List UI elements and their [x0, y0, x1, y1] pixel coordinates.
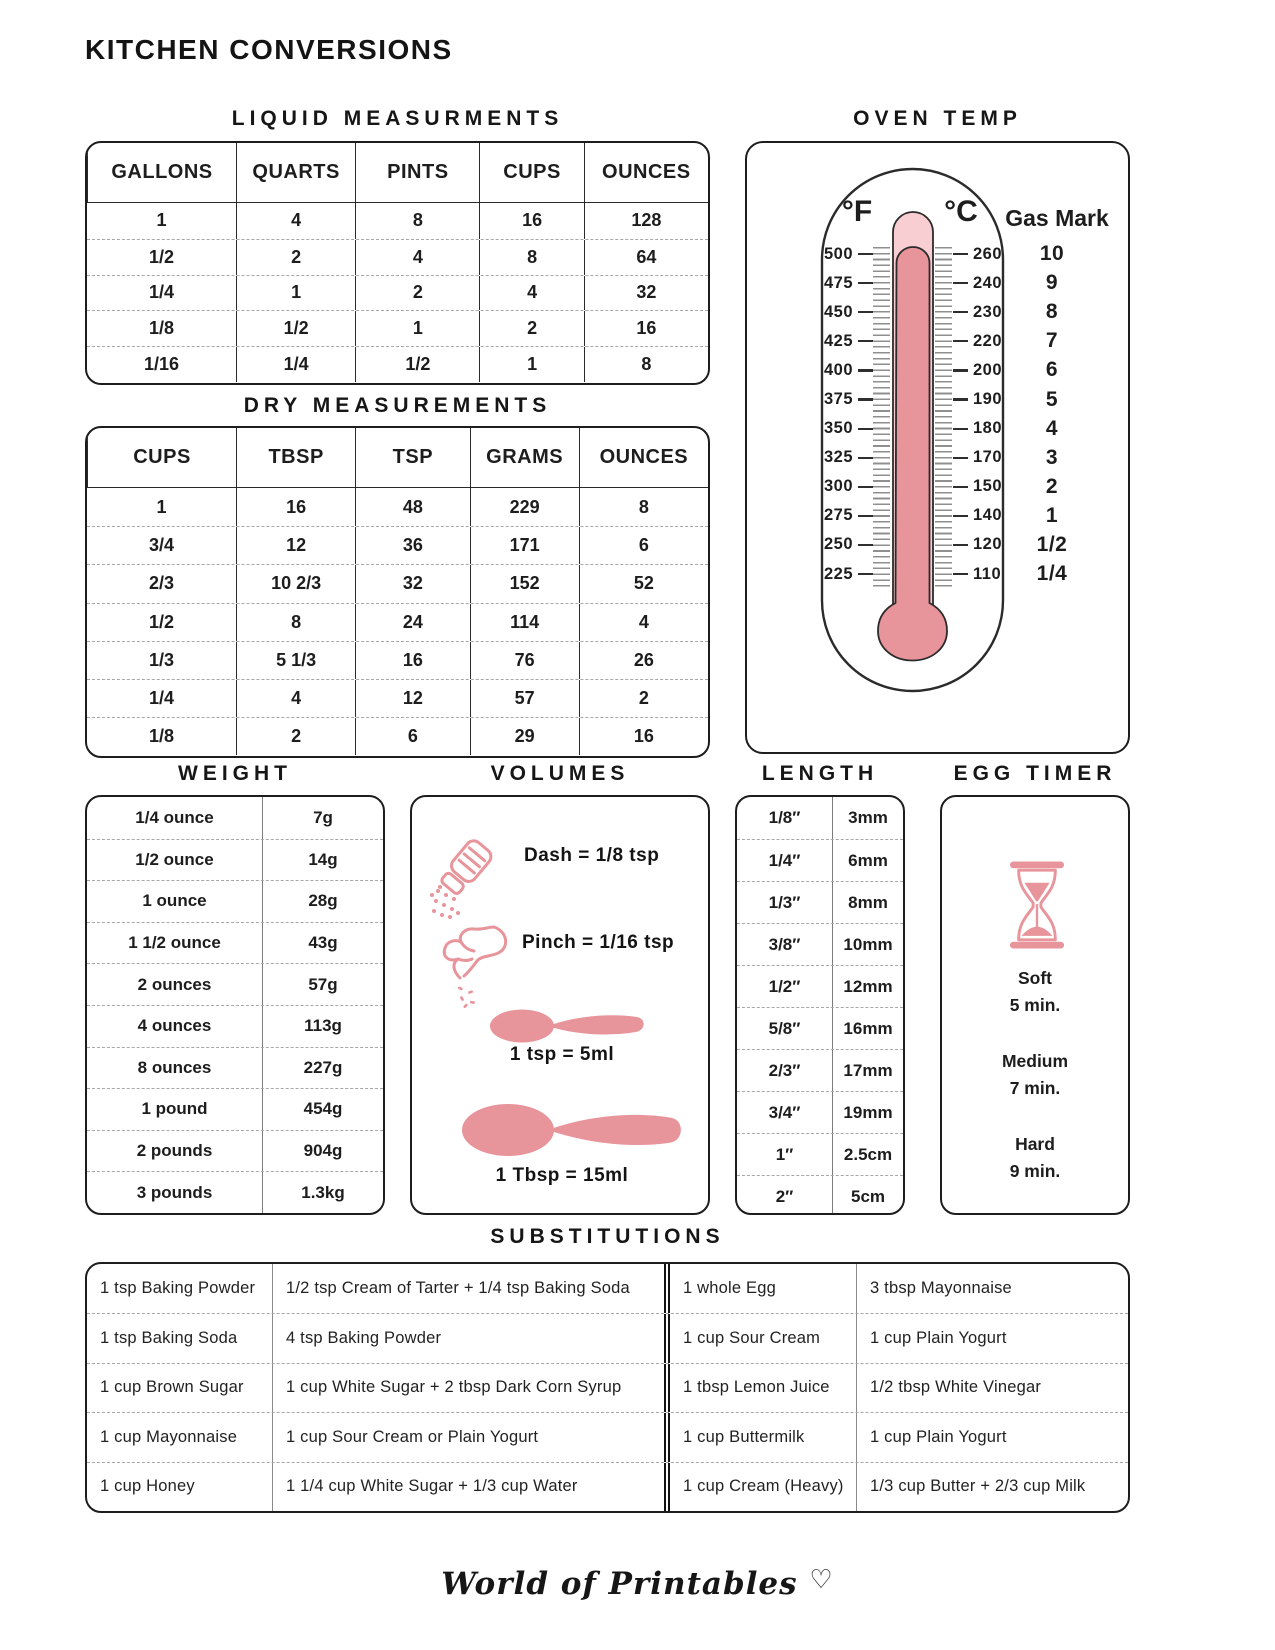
fahrenheit-tick-row: 350 [785, 414, 873, 443]
substitutions-table-body [87, 1264, 1128, 1511]
gas-mark-scale [997, 240, 1107, 589]
doneness-label: Soft [1017, 968, 1053, 988]
table-row: 2″ 5cm [737, 1175, 903, 1215]
liquid-table-body [87, 203, 708, 382]
celsius-tick-row: 260 [953, 240, 1041, 269]
fahrenheit-tick-strip [873, 247, 890, 590]
table-row: 1/3″ 8mm [737, 881, 903, 923]
table-row: 1/2 2 4 8 64 [87, 239, 708, 275]
egg-timer-item [942, 1131, 1128, 1185]
celsius-tick-strip [935, 247, 952, 590]
major-tick [953, 340, 968, 342]
egg-timer-item [942, 1048, 1128, 1102]
table-row: 1/8 1/2 1 2 16 [87, 310, 708, 346]
major-tick [953, 515, 968, 517]
column-header: QUARTS [236, 143, 355, 202]
major-tick [953, 369, 968, 371]
fahrenheit-tick-row: 300 [785, 472, 873, 501]
column-header: GALLONS [87, 143, 236, 202]
major-tick [953, 428, 968, 430]
column-header: OUNCES [579, 428, 708, 487]
fahrenheit-tick-row: 425 [785, 327, 873, 356]
table-row: 1/4 ounce 7g [87, 797, 383, 839]
celsius-tick-row: 240 [953, 269, 1041, 298]
cook-time: 7 min. [1009, 1078, 1061, 1098]
substitutions-table [85, 1262, 1130, 1513]
gas-mark-row: 1/4 [1036, 562, 1068, 586]
major-tick [858, 544, 873, 546]
gas-mark-row: 10 [1039, 242, 1065, 266]
weight-title: WEIGHT [178, 762, 292, 785]
fahrenheit-tick-row: 325 [785, 443, 873, 472]
teaspoon-icon [490, 1007, 648, 1045]
salt-shaker-icon [424, 825, 519, 925]
celsius-tick-row: 140 [953, 501, 1041, 530]
volumes-panel [410, 795, 710, 1215]
gas-mark-row: 4 [1045, 416, 1059, 440]
major-tick [858, 398, 873, 400]
dry-table-body [87, 488, 708, 755]
table-row: 5/8″ 16mm [737, 1007, 903, 1049]
table-row: 1/16 1/4 1/2 1 8 [87, 346, 708, 382]
liquid-header-row [87, 143, 708, 203]
table-row: 1/3 5 1/3 16 76 26 [87, 641, 708, 679]
table-row: 1 ounce 28g [87, 880, 383, 922]
major-tick [858, 486, 873, 488]
major-tick [858, 340, 873, 342]
tablespoon-icon [462, 1100, 690, 1160]
table-row: 1 cup Brown Sugar 1 cup White Sugar + 2 tbsp Dark Corn Syrup 1 tbsp Lemon Juice 1/2 tbsp White Vinegar [87, 1363, 1128, 1412]
table-row: 2/3″ 17mm [737, 1049, 903, 1091]
celsius-tick-row: 150 [953, 472, 1041, 501]
weight-table-body [87, 797, 383, 1213]
brand-name: World of Printables [441, 1566, 798, 1602]
fahrenheit-unit-label: °F [841, 195, 873, 228]
egg-timer-title: EGG TIMER [953, 762, 1117, 785]
teaspoon-equation: 1 tsp = 5ml [509, 1044, 615, 1065]
table-row: 1″ 2.5cm [737, 1133, 903, 1175]
gas-mark-row: 9 [1045, 271, 1059, 295]
column-header: GRAMS [470, 428, 579, 487]
table-row: 1 tsp Baking Soda 4 tsp Baking Powder 1 cup Sour Cream 1 cup Plain Yogurt [87, 1313, 1128, 1362]
table-row: 1/2 8 24 114 4 [87, 603, 708, 641]
length-table [735, 795, 905, 1215]
celsius-unit-label: °C [944, 195, 978, 228]
celsius-tick-row: 190 [953, 385, 1041, 414]
table-row: 1/8″ 3mm [737, 797, 903, 839]
column-header: PINTS [355, 143, 479, 202]
table-row: 3/4″ 19mm [737, 1091, 903, 1133]
table-row: 2 ounces 57g [87, 963, 383, 1005]
table-row: 1 1/2 ounce 43g [87, 922, 383, 964]
column-header: CUPS [479, 143, 583, 202]
dry-measurements-table [85, 426, 710, 758]
table-row: 1/4 1 2 4 32 [87, 275, 708, 311]
table-row: 1/2″ 12mm [737, 965, 903, 1007]
fahrenheit-tick-row: 375 [785, 385, 873, 414]
dry-header-row [87, 428, 708, 488]
major-tick [953, 457, 968, 459]
table-row: 1 16 48 229 8 [87, 488, 708, 526]
celsius-tick-row: 230 [953, 298, 1041, 327]
pinch-equation: Pinch = 1/16 tsp [522, 932, 675, 953]
gas-mark-row: 7 [1045, 329, 1059, 353]
table-row: 1/4″ 6mm [737, 839, 903, 881]
major-tick [953, 398, 968, 400]
liquid-measurements-table [85, 141, 710, 385]
celsius-tick-row: 170 [953, 443, 1041, 472]
table-row: 4 ounces 113g [87, 1005, 383, 1047]
volumes-title: VOLUMES [490, 762, 630, 785]
length-table-body [737, 797, 903, 1215]
substitutions-title: SUBSTITUTIONS [490, 1225, 725, 1248]
table-row: 1/4 4 12 57 2 [87, 679, 708, 717]
fahrenheit-tick-row: 475 [785, 269, 873, 298]
doneness-label: Medium [1001, 1051, 1069, 1071]
major-tick [953, 311, 968, 313]
table-row: 1 cup Honey 1 1/4 cup White Sugar + 1/3 cup Water 1 cup Cream (Heavy) 1/3 cup Butter + 2/3 cup Milk [87, 1462, 1128, 1511]
major-tick [858, 457, 873, 459]
celsius-tick-row: 180 [953, 414, 1041, 443]
table-row: 3/8″ 10mm [737, 923, 903, 965]
table-row: 3/4 12 36 171 6 [87, 526, 708, 564]
table-row: 1 4 8 16 128 [87, 203, 708, 239]
egg-timer-list [942, 965, 1128, 1214]
table-row: 1 pound 454g [87, 1088, 383, 1130]
table-row: 2/3 10 2/3 32 152 52 [87, 564, 708, 602]
hourglass-icon [1008, 861, 1066, 949]
length-title: LENGTH [761, 762, 879, 785]
oven-temp-panel [745, 141, 1130, 754]
column-header: TBSP [236, 428, 355, 487]
major-tick [858, 573, 873, 575]
table-row: 1 tsp Baking Powder 1/2 tsp Cream of Tarter + 1/4 tsp Baking Soda 1 whole Egg 3 tbsp Mayonnaise [87, 1264, 1128, 1313]
weight-table [85, 795, 385, 1215]
fahrenheit-tick-row: 275 [785, 501, 873, 530]
major-tick [858, 369, 873, 371]
major-tick [953, 544, 968, 546]
tablespoon-equation: 1 Tbsp = 15ml [495, 1165, 629, 1186]
gas-mark-row: 8 [1045, 300, 1059, 324]
major-tick [858, 515, 873, 517]
fahrenheit-tick-row: 500 [785, 240, 873, 269]
major-tick [953, 282, 968, 284]
egg-timer-item [942, 965, 1128, 1019]
celsius-tick-row: 220 [953, 327, 1041, 356]
cook-time: 9 min. [1009, 1161, 1061, 1181]
major-tick [953, 253, 968, 255]
pinch-hand-icon [430, 915, 515, 1010]
fahrenheit-tick-row: 450 [785, 298, 873, 327]
page-title: KITCHEN CONVERSIONS [85, 34, 453, 65]
major-tick [858, 253, 873, 255]
gas-mark-header: Gas Mark [1005, 205, 1109, 231]
celsius-tick-row: 120 [953, 530, 1041, 559]
gas-mark-row: 2 [1045, 474, 1059, 498]
table-row: 1 cup Mayonnaise 1 cup Sour Cream or Plain Yogurt 1 cup Buttermilk 1 cup Plain Yogurt [87, 1412, 1128, 1461]
heart-icon: ♡ [809, 1565, 834, 1595]
fahrenheit-tick-row: 250 [785, 530, 873, 559]
table-row: 1/8 2 6 29 16 [87, 717, 708, 755]
fahrenheit-tick-row: 400 [785, 356, 873, 385]
column-header: TSP [355, 428, 469, 487]
gas-mark-row: 1/2 [1036, 532, 1068, 556]
dash-equation: Dash = 1/8 tsp [524, 845, 660, 866]
major-tick [858, 311, 873, 313]
cook-time: 5 min. [1009, 995, 1061, 1015]
gas-mark-row: 3 [1045, 445, 1059, 469]
fahrenheit-scale [785, 240, 873, 589]
table-row: 3 pounds 1.3kg [87, 1171, 383, 1213]
gas-mark-row: 6 [1045, 358, 1059, 382]
table-row: 2 pounds 904g [87, 1130, 383, 1172]
column-header: OUNCES [584, 143, 708, 202]
doneness-label: Hard [1015, 1134, 1055, 1154]
gas-mark-row: 1 [1045, 503, 1059, 527]
fahrenheit-tick-row: 225 [785, 560, 873, 589]
major-tick [858, 428, 873, 430]
celsius-tick-row: 200 [953, 356, 1041, 385]
major-tick [858, 282, 873, 284]
liquid-measurements-title: LIQUID MEASURMENTS [231, 107, 564, 130]
brand-signature [0, 1565, 1275, 1602]
dry-measurements-title: DRY MEASUREMENTS [243, 394, 552, 417]
column-header: CUPS [87, 428, 236, 487]
oven-temp-title: OVEN TEMP [853, 107, 1022, 130]
major-tick [953, 486, 968, 488]
major-tick [953, 573, 968, 575]
table-row: 1/2 ounce 14g [87, 839, 383, 881]
table-row: 8 ounces 227g [87, 1047, 383, 1089]
gas-mark-row: 5 [1045, 387, 1059, 411]
celsius-tick-row: 110 [953, 560, 1041, 589]
egg-timer-panel [940, 795, 1130, 1215]
